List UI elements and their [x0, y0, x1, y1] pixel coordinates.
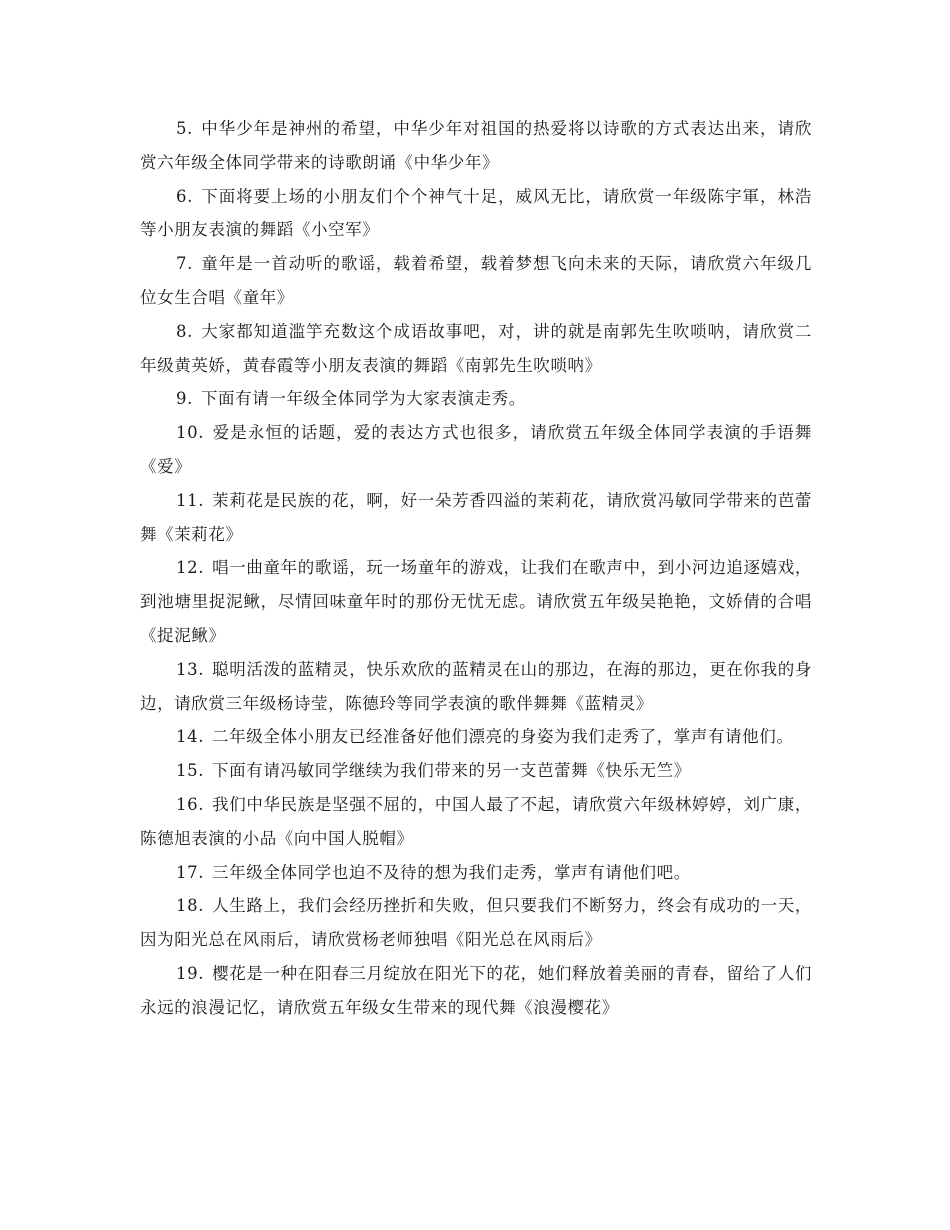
item-number: 16.	[176, 794, 205, 814]
item-text: 人生路上，我们会经历挫折和失败，但只要我们不断努力，终会有成功的一天，因为阳光总在风雨后，请欣赏杨老师独唱《阳光总在风雨后》	[140, 896, 812, 950]
item-number: 8.	[176, 321, 193, 341]
paragraph-11	[140, 484, 812, 552]
paragraph-5	[140, 112, 812, 180]
item-text: 下面有请冯敏同学继续为我们带来的另一支芭蕾舞《快乐无竺》	[212, 761, 691, 781]
item-text: 聪明活泼的蓝精灵，快乐欢欣的蓝精灵在山的那边，在海的那边，更在你我的身边，请欣赏三年级杨诗莹，陈德玲等同学表演的歌伴舞舞《蓝精灵》	[140, 659, 812, 713]
paragraph-7	[140, 247, 812, 315]
item-number: 7.	[176, 254, 193, 274]
item-number: 6.	[176, 186, 193, 206]
item-text: 樱花是一种在阳春三月绽放在阳光下的花，她们释放着美丽的青春，留给了人们永远的浪漫记忆，请欣赏五年级女生带来的现代舞《浪漫樱花》	[140, 963, 812, 1017]
item-text: 茉莉花是民族的花，啊，好一朵芳香四溢的茉莉花，请欣赏冯敏同学带来的芭蕾舞《茉莉花》	[140, 490, 812, 544]
document-body	[140, 112, 812, 1025]
paragraph-8	[140, 315, 812, 383]
item-number: 17.	[176, 862, 205, 882]
item-number: 12.	[176, 558, 205, 578]
paragraph-10	[140, 416, 812, 484]
item-number: 18.	[176, 896, 205, 916]
item-number: 15.	[176, 761, 205, 781]
paragraph-14	[140, 720, 812, 754]
item-number: 10.	[176, 423, 205, 443]
item-number: 5.	[176, 119, 193, 138]
item-text: 三年级全体同学也迫不及待的想为我们走秀，掌声有请他们吧。	[212, 862, 691, 882]
item-text: 唱一曲童年的歌谣，玩一场童年的游戏，让我们在歌声中，到小河边追逐嬉戏，到池塘里捉泥鳅，尽情回味童年时的那份无忧无虑。请欣赏五年级吴艳艳，文娇倩的合唱《捉泥鳅》	[140, 558, 812, 645]
paragraph-16	[140, 788, 812, 856]
paragraph-6	[140, 180, 812, 248]
paragraph-15	[140, 754, 812, 788]
item-number: 9.	[176, 389, 193, 409]
paragraph-18	[140, 889, 812, 957]
item-text: 下面将要上场的小朋友们个个神气十足，威风无比，请欣赏一年级陈宇軍，林浩等小朋友表演的舞蹈《小空军》	[140, 186, 812, 240]
item-number: 14.	[176, 727, 205, 747]
item-text: 我们中华民族是坚强不屈的，中国人最了不起，请欣赏六年级林婷婷，刘广康，陈德旭表演的小品《向中国人脱帽》	[140, 794, 812, 848]
item-number: 13.	[176, 659, 205, 679]
item-text: 中华少年是神州的希望，中华少年对祖国的热爱将以诗歌的方式表达出来，请欣赏六年级全体同学带来的诗歌朗诵《中华少年》	[140, 119, 812, 172]
paragraph-9	[140, 382, 812, 416]
item-number: 11.	[176, 490, 205, 510]
paragraph-19	[140, 957, 812, 1025]
paragraph-13	[140, 653, 812, 721]
item-text: 下面有请一年级全体同学为大家表演走秀。	[200, 389, 526, 409]
item-number: 19.	[176, 963, 205, 983]
paragraph-12	[140, 551, 812, 652]
item-text: 童年是一首动听的歌谣，载着希望，载着梦想飞向未来的天际，请欣赏六年级几位女生合唱《童年》	[140, 254, 812, 307]
item-text: 大家都知道滥竽充数这个成语故事吧，对，讲的就是南郭先生吹唢呐，请欣赏二年级黄英娇，黄春霞等小朋友表演的舞蹈《南郭先生吹唢呐》	[140, 321, 812, 375]
paragraph-17	[140, 856, 812, 890]
item-text: 爱是永恒的话题，爱的表达方式也很多，请欣赏五年级全体同学表演的手语舞《爱》	[140, 423, 812, 476]
item-text: 二年级全体小朋友已经准备好他们漂亮的身姿为我们走秀了，掌声有请他们。	[212, 727, 794, 747]
